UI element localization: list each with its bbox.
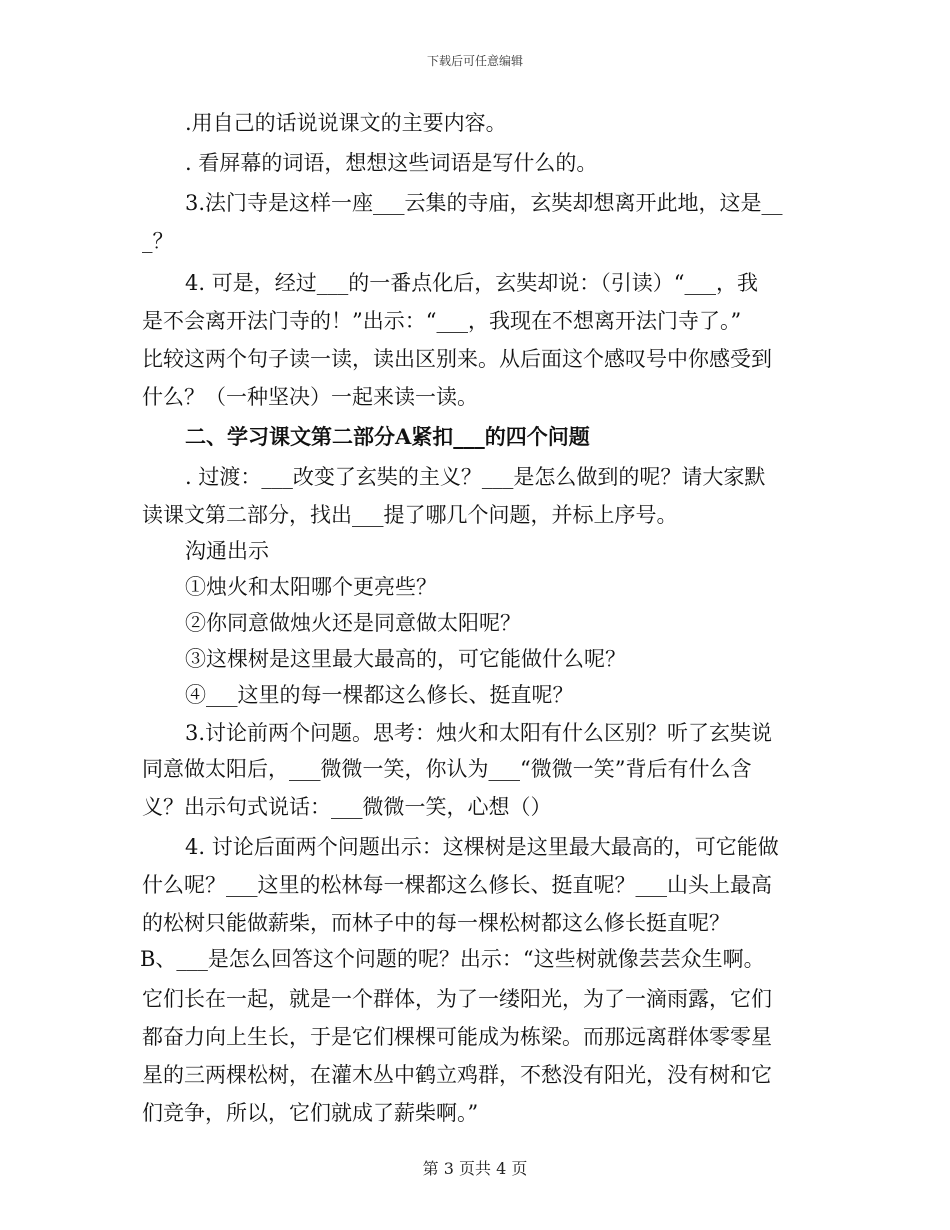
paragraph-line: 比较这两个句子读一读，读出区别来。从后面这个感叹号中你感受到 — [142, 347, 772, 371]
paragraph-line: 义？出示句式说话：___微微一笑，心想（） — [142, 795, 552, 819]
page-header: 下载后可任意编辑 — [426, 54, 523, 68]
paragraph-line: .用自己的话说说课文的主要内容。 — [185, 111, 507, 135]
page-footer: 第 3 页共 4 页 — [422, 1159, 528, 1178]
paragraph-line: _？ — [142, 229, 174, 253]
paragraph-line: 都奋力向上生长，于是它们棵棵可能成为栋梁。而那远离群体零零星 — [142, 1025, 772, 1049]
paragraph-line: 什么？（一种坚决）一起来读一读。 — [142, 385, 478, 409]
paragraph-line: 读课文第二部分，找出___提了哪几个问题，并标上序号。 — [142, 503, 678, 527]
paragraph-line: 同意做太阳后，___微微一笑，你认为___“微微一笑”背后有什么含 — [142, 757, 752, 781]
paragraph-line: 是不会离开法门寺的！”出示：“___，我现在不想离开法门寺了。” — [142, 309, 742, 333]
list-item: ④___这里的每一棵都这么修长、挺直呢？ — [185, 683, 574, 707]
paragraph-line: 什么呢？___这里的松林每一棵都这么修长、挺直呢？___山头上最高 — [142, 873, 772, 897]
paragraph-line: 的松树只能做薪柴，而林子中的每一棵松树都这么修长挺直呢？ — [142, 911, 730, 935]
paragraph-line: 3.讨论前两个问题。思考：烛火和太阳有什么区别？听了玄奘说 — [185, 721, 773, 745]
paragraph-line: 们竞争，所以，它们就成了薪柴啊。” — [142, 1101, 479, 1125]
list-item: ②你同意做烛火还是同意做太阳呢？ — [185, 611, 521, 635]
paragraph-line: B、___是怎么回答这个问题的呢？出示：“这些树就像芸芸众生啊。 — [140, 947, 765, 971]
paragraph-line: 4. 可是，经过___的一番点化后，玄奘却说：（引读）“___，我 — [185, 271, 758, 295]
paragraph-line: . 看屏幕的词语，想想这些词语是写什么的。 — [185, 151, 598, 175]
section-heading: 二、学习课文第二部分A紧扣___的四个问题 — [185, 424, 590, 449]
paragraph-line: 它们长在一起，就是一个群体，为了一缕阳光，为了一滴雨露，它们 — [142, 987, 772, 1011]
paragraph-line: 4. 讨论后面两个问题出示：这棵树是这里最大最高的，可它能做 — [185, 835, 779, 859]
paragraph-line: . 过渡：___改变了玄奘的主义？___是怎么做到的呢？请大家默 — [185, 465, 766, 489]
paragraph-line: 3.法门寺是这样一座___云集的寺庙，玄奘却想离开此地，这是__ — [185, 191, 783, 215]
paragraph-line: 星的三两棵松树，在灌木丛中鹤立鸡群，不愁没有阳光，没有树和它 — [142, 1063, 772, 1087]
paragraph-line: 沟通出示 — [185, 539, 269, 563]
list-item: ①烛火和太阳哪个更亮些？ — [185, 575, 437, 599]
list-item: ③这棵树是这里最大最高的，可它能做什么呢？ — [185, 647, 626, 671]
